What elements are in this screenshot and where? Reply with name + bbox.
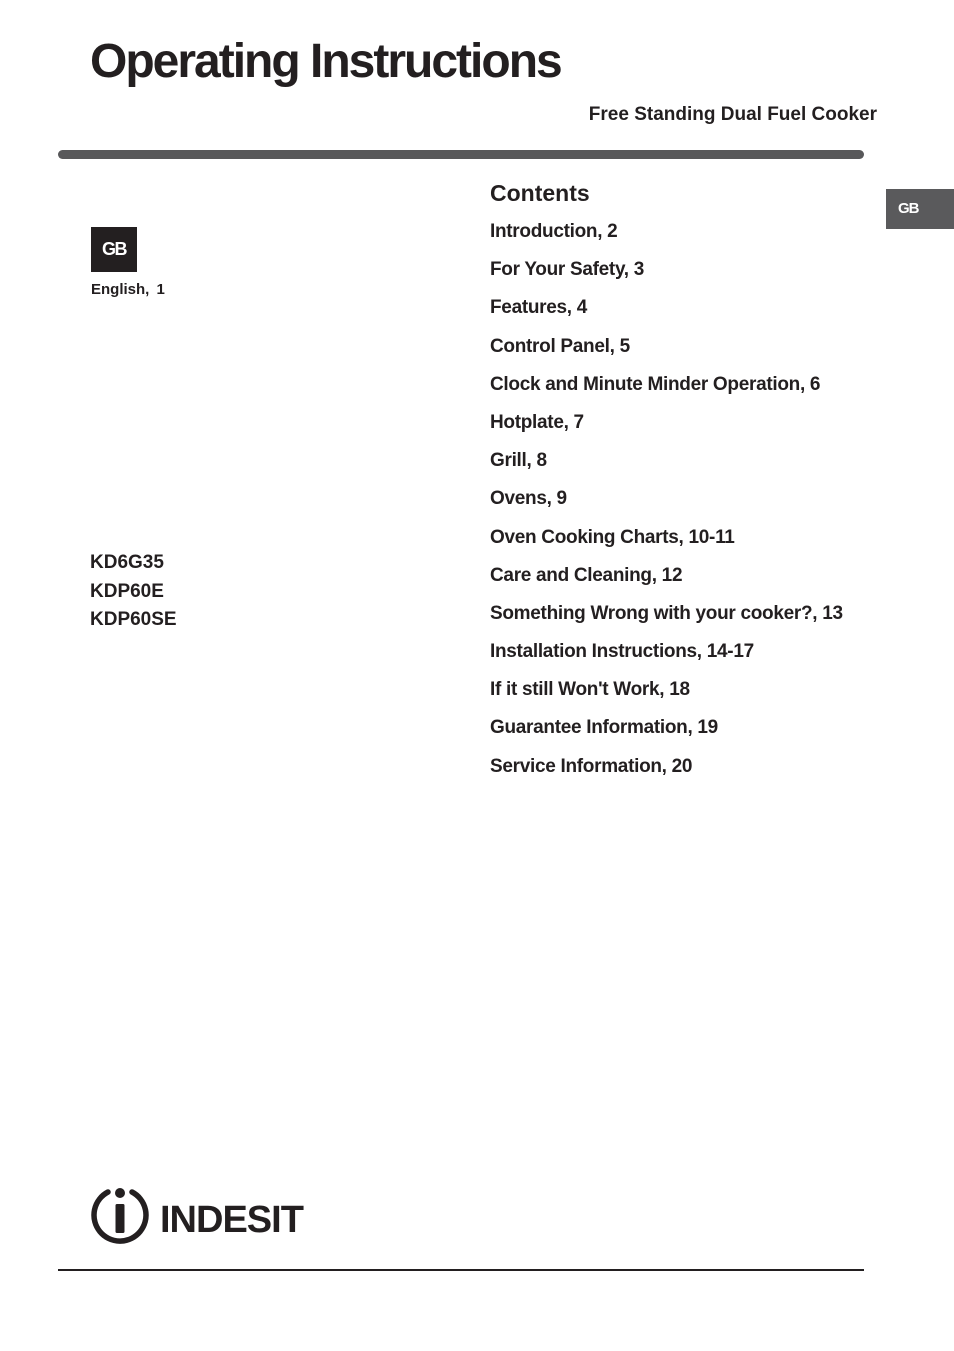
toc-item-label: Introduction, 2 [490,221,618,242]
toc-item[interactable] [490,755,843,793]
toc-item[interactable] [490,258,843,296]
language-side-tab: GB [886,189,954,229]
table-of-contents [490,220,843,793]
toc-item[interactable] [490,564,843,602]
toc-item-label: Grill, 8 [490,450,547,472]
toc-item-label: For Your Safety, 3 [490,259,645,281]
page-title: Operating Instructions [90,35,561,88]
toc-item-label: Guarantee Information, 19 [490,717,718,739]
footer-divider [58,1269,864,1271]
toc-item-label: Something Wrong with your cooker?, 13 [490,602,843,624]
logo-wordmark: INDESIT [160,1199,303,1241]
toc-item-label: If it still Won't Work, 18 [490,679,690,701]
model-list [90,550,177,636]
model-item: KDP60E [90,580,164,602]
toc-item-label: Oven Cooking Charts, 10-11 [490,526,735,548]
logo-emblem-stem [116,1204,125,1233]
toc-item[interactable] [490,220,843,258]
toc-item[interactable] [490,296,843,334]
language-label: English, 1 [91,281,165,298]
toc-item[interactable] [490,678,843,716]
page-subtitle: Free Standing Dual Fuel Cooker [588,104,877,125]
indesit-logo [88,1183,328,1249]
toc-item-label: Ovens, 9 [490,488,567,510]
toc-item[interactable] [490,602,843,640]
toc-item-label: Installation Instructions, 14-17 [490,641,754,663]
toc-item-label: Care and Cleaning, 12 [490,564,683,586]
model-item: KDP60SE [90,609,177,630]
toc-item[interactable] [490,449,843,487]
model-item: KD6G35 [90,552,164,573]
toc-item[interactable] [490,373,843,411]
toc-item[interactable] [490,335,843,373]
toc-item-label: Features, 4 [490,297,588,319]
toc-item-label: Hotplate, 7 [490,411,584,433]
toc-item[interactable] [490,716,843,754]
toc-item-label: Service Information, 20 [490,755,693,777]
toc-item-label: Clock and Minute Minder Operation, 6 [490,373,821,395]
toc-item[interactable] [490,640,843,678]
language-badge: GB [91,227,137,272]
toc-item[interactable] [490,411,843,449]
toc-item[interactable] [490,487,843,525]
toc-item[interactable] [490,526,843,564]
toc-item-label: Control Panel, 5 [490,335,630,357]
logo-emblem-dot [115,1188,125,1198]
header-divider [58,150,864,159]
contents-heading: Contents [490,180,590,206]
